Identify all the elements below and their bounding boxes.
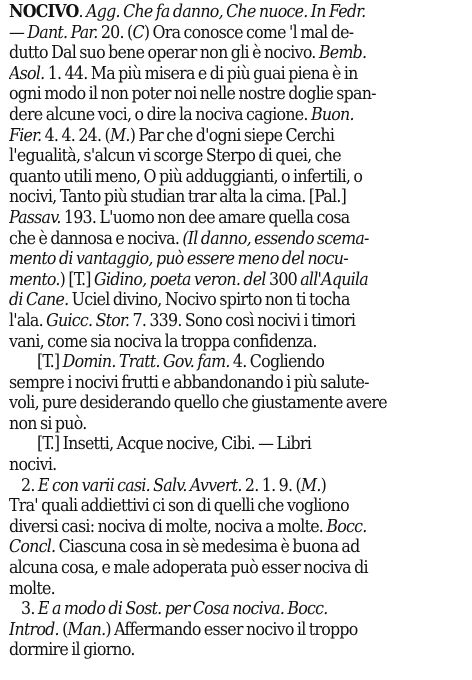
entry-line bbox=[9, 105, 466, 126]
entry-line bbox=[9, 476, 466, 497]
text-run: ) Ora conosce come 'l mal de- bbox=[143, 22, 354, 43]
entry-line bbox=[9, 249, 466, 270]
text-run: 3. bbox=[21, 599, 38, 620]
entry-line bbox=[9, 496, 466, 517]
entry-line bbox=[9, 2, 466, 23]
text-run: Introd. bbox=[9, 619, 59, 640]
entry-line bbox=[9, 229, 466, 250]
text-run: Man. bbox=[67, 619, 106, 640]
text-run: non si può. bbox=[9, 413, 87, 434]
text-run: M. bbox=[109, 125, 130, 146]
entry-line bbox=[9, 290, 466, 311]
text-run: [T.] bbox=[37, 352, 63, 373]
entry-line bbox=[9, 579, 466, 600]
text-run: ) Affermando esser nocivo il troppo bbox=[105, 619, 358, 640]
text-run: quanto utili meno, O più adduggianti, o infertili, o bbox=[9, 166, 363, 187]
text-run: Bocc. bbox=[326, 516, 367, 537]
text-run: dutto Dal suo bene operar non gli è nocivo. bbox=[9, 43, 319, 64]
text-run: molte. bbox=[9, 578, 55, 599]
entry-line bbox=[9, 146, 466, 167]
entry-line bbox=[9, 620, 466, 641]
entry-line bbox=[9, 393, 466, 414]
text-run: Ciascuna cosa in sè medesima è buona ad bbox=[55, 537, 360, 558]
text-run: 4. 4. 24. ( bbox=[41, 125, 110, 146]
text-run: alcuna cosa, e male adoperata può esser nociva di bbox=[9, 558, 368, 579]
entry-line bbox=[9, 84, 466, 105]
text-run: (Il danno, essendo scema- bbox=[182, 228, 369, 249]
entry-line bbox=[9, 414, 466, 435]
entry-line bbox=[9, 352, 466, 373]
entry-line bbox=[9, 537, 466, 558]
text-run: dormire il giorno. bbox=[9, 640, 135, 661]
text-run: nocivi. bbox=[9, 455, 57, 476]
entry-line bbox=[9, 167, 466, 188]
text-run: che è dannosa e nociva. bbox=[9, 228, 183, 249]
entry-line bbox=[9, 23, 466, 44]
text-run: Fier. bbox=[9, 125, 42, 146]
entry-line bbox=[9, 187, 466, 208]
text-run: all'Aquila bbox=[300, 269, 368, 290]
text-run: 2. bbox=[21, 475, 38, 496]
text-run: E a modo di Sost. per Cosa nociva. Bocc. bbox=[37, 599, 328, 620]
text-run: ) Par che d'ogni siepe Cerchi bbox=[129, 125, 335, 146]
text-run: diversi casi: nociva di molte, nociva a molte. bbox=[9, 516, 327, 537]
text-run: di Cane. bbox=[9, 290, 69, 311]
text-run: sempre i nocivi frutti e abbandonando i più salute- bbox=[9, 372, 369, 393]
text-run: Bemb. bbox=[318, 43, 367, 64]
entry-line bbox=[9, 640, 466, 661]
text-run: Concl. bbox=[9, 537, 56, 558]
dictionary-entry-nocivo bbox=[9, 2, 466, 661]
text-run: dere alcune voci, o dire la nociva cagione. bbox=[9, 104, 311, 125]
entry-line bbox=[9, 270, 466, 291]
entry-line bbox=[9, 311, 466, 332]
entry-line bbox=[9, 208, 466, 229]
text-run: ( bbox=[58, 619, 68, 640]
text-run: Buon. bbox=[310, 104, 354, 125]
text-run: vani, come sia nociva la troppa confidenza. bbox=[9, 331, 317, 352]
text-run: ) bbox=[320, 475, 327, 496]
text-run: Dant. Par. bbox=[27, 22, 98, 43]
text-run: l'egualità, s'alcun vi scorge Sterpo di quei, che bbox=[9, 146, 341, 167]
text-run: ) [T.] bbox=[59, 269, 94, 290]
text-run: [T.] Insetti, Acque nocive, Cibi. — Libri bbox=[37, 434, 312, 455]
entry-line bbox=[9, 434, 466, 455]
text-run: mento di vantaggio, può essere meno del nocu- bbox=[9, 249, 348, 270]
entry-line bbox=[9, 332, 466, 353]
text-run: 193. L'uomo non dee amare quella cosa bbox=[60, 207, 350, 228]
text-run: mento. bbox=[9, 269, 60, 290]
text-run: 300 bbox=[265, 269, 301, 290]
text-run: Asol. bbox=[9, 63, 45, 84]
text-run: Passav. bbox=[9, 207, 61, 228]
text-run: 20. ( bbox=[97, 22, 133, 43]
text-run: Gidino, poeta veron. del bbox=[94, 269, 266, 290]
text-run: Tra' quali addiettivi ci son di quelli che vogliono bbox=[9, 496, 349, 517]
text-run: Agg. Che fa danno, Che nuoce. In Fedr. bbox=[86, 2, 366, 22]
text-run: Domin. Tratt. Gov. fam. bbox=[62, 352, 230, 373]
text-run: 7. 339. Sono così nocivi i timori bbox=[129, 310, 356, 331]
text-run: M. bbox=[300, 475, 321, 496]
text-run: nocivi, Tanto più studian trar alta la cima. [Pal.] bbox=[9, 187, 347, 208]
entry-line bbox=[9, 126, 466, 147]
text-run: NOCIVO bbox=[9, 2, 79, 22]
entry-line bbox=[9, 455, 466, 476]
text-run: ogni modo il non poter noi nelle nostre doglie span- bbox=[9, 84, 376, 105]
text-run: . bbox=[78, 2, 87, 22]
entry-line bbox=[9, 517, 466, 538]
text-run: 1. 44. Ma più misera e di più guai piena è in bbox=[44, 63, 358, 84]
entry-line bbox=[9, 43, 466, 64]
entry-line bbox=[9, 599, 466, 620]
text-run: voli, pure desiderando quello che giustamente avere bbox=[9, 393, 387, 414]
text-run: 4. Cogliendo bbox=[229, 352, 325, 373]
text-run: Guicc. Stor. bbox=[46, 310, 130, 331]
entry-line bbox=[9, 373, 466, 394]
text-run: — bbox=[9, 22, 28, 43]
text-run: E con varii casi. Salv. Avvert. bbox=[37, 475, 242, 496]
text-run: Uciel divino, Nocivo spirto non ti tocha bbox=[68, 290, 350, 311]
text-run: 2. 1. 9. ( bbox=[241, 475, 301, 496]
entry-line bbox=[9, 64, 466, 85]
text-run: l'ala. bbox=[9, 310, 47, 331]
text-run: C bbox=[132, 22, 144, 43]
entry-line bbox=[9, 558, 466, 579]
